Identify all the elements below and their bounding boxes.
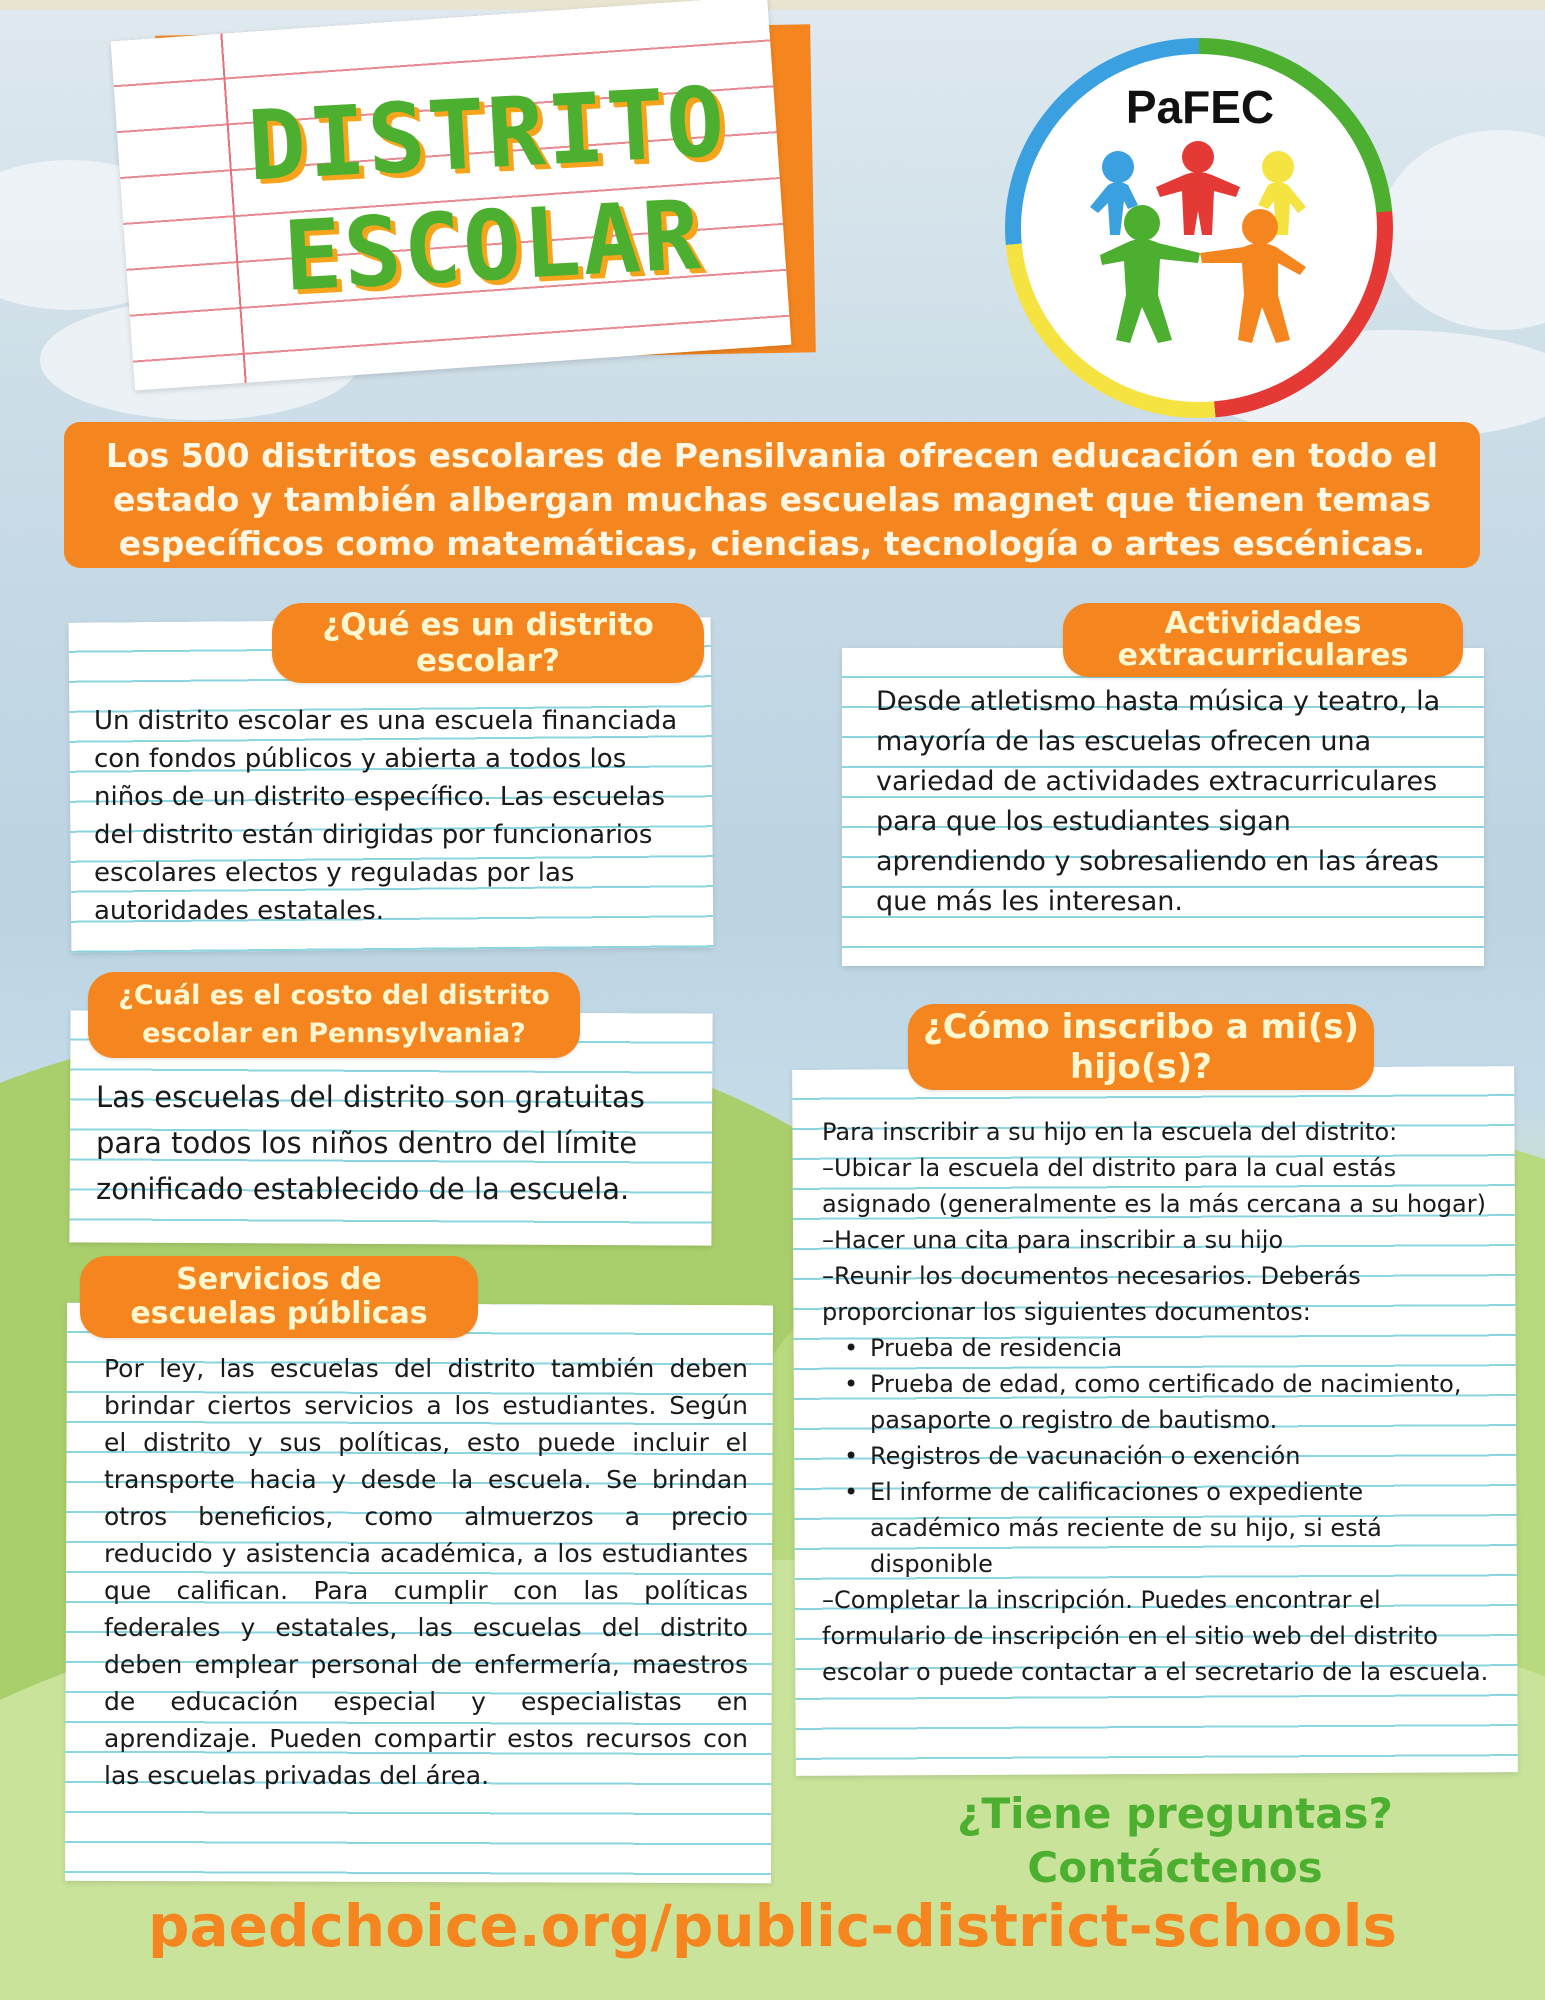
title-line-2: ESCOLAR xyxy=(280,179,705,313)
cost-heading-line-1: ¿Cuál es el costo del distrito xyxy=(118,980,550,1011)
website-link[interactable]: paedchoice.org/public-district-schools xyxy=(148,1892,1397,1960)
enroll-heading-line-2: hijo(s)? xyxy=(1070,1047,1212,1087)
services-heading xyxy=(80,1256,478,1338)
enroll-step-3: –Reunir los documentos necesarios. Deberás proporcionar los siguientes documentos: xyxy=(822,1262,1361,1326)
enroll-step-4: –Completar la inscripción. Puedes encontrar el formulario de inscripción en el sitio web del distrito escolar o puede contactar a el secretario de la escuela. xyxy=(822,1586,1489,1686)
documents-list xyxy=(822,1330,1498,1582)
contact-cta: Contáctenos xyxy=(1027,1843,1323,1892)
cost-body: Las escuelas del distrito son gratuitas para todos los niños dentro del límite zonificado establecido de la escuela. xyxy=(96,1080,645,1206)
activities-heading-line-2: extracurriculares xyxy=(1117,638,1409,673)
cost-heading-line-2: escolar en Pennsylvania? xyxy=(142,1018,526,1049)
what-is-body: Un distrito escolar es una escuela financiada con fondos públicos y abierta a todos los niños de un distrito específico. Las escuelas del distrito están dirigidas por funcionarios escolares electos y reguladas por las autoridades estatales. xyxy=(94,706,678,926)
services-body: Por ley, las escuelas del distrito también deben brindar ciertos servicios a los estudiantes. Según el distrito y sus políticas, esto puede incluir el transporte hacia y desde la escuela. Se brindan otros beneficios, como almuerzos a precio reducido y asistencia académica, a los estudiantes que califican. Para cumplir con las políticas federales y estatales, las escuelas del distrito deben emplear personal de enfermería, maestros de educación especial y especialistas en aprendizaje. Pueden compartir estos recursos con las escuelas privadas del área. xyxy=(104,1354,748,1790)
activities-body: Desde atletismo hasta música y teatro, la mayoría de las escuelas ofrecen una variedad de actividades extracurriculares para que los estudiantes sigan aprendiendo y sobresaliendo en las áreas que más les interesan. xyxy=(876,686,1441,917)
logo-label: PaFEC xyxy=(1125,81,1275,133)
intro-banner: Los 500 distritos escolares de Pensilvania ofrecen educación en todo el estado y también albergan muchas escuelas magnet que tienen temas específicos como matemáticas, ciencias, tecnología o artes escénicas. xyxy=(64,422,1480,568)
cloud-right xyxy=(1380,130,1545,330)
top-strip xyxy=(0,0,1545,10)
page-title xyxy=(205,63,776,316)
activities-heading xyxy=(1063,603,1463,677)
what-is-heading xyxy=(272,603,704,683)
list-item: • Prueba de residencia xyxy=(822,1330,1498,1366)
what-is-heading-text: ¿Qué es un distrito escolar? xyxy=(322,607,654,679)
enroll-step-2: –Hacer una cita para inscribir a su hijo xyxy=(822,1226,1284,1254)
cost-heading xyxy=(88,972,580,1058)
title-line-1: DISTRITO xyxy=(245,65,729,203)
activities-heading-line-1: Actividades xyxy=(1164,606,1362,641)
enroll-step-1: –Ubicar la escuela del distrito para la cual estás asignado (generalmente es la más cercana a su hogar) xyxy=(822,1154,1486,1218)
people-circle-icon xyxy=(1080,135,1320,345)
enroll-heading-line-1: ¿Cómo inscribo a mi(s) xyxy=(922,1007,1360,1047)
contact-question: ¿Tiene preguntas? xyxy=(957,1789,1393,1838)
list-item: • Prueba de edad, como certificado de nacimiento, pasaporte o registro de bautismo. xyxy=(822,1366,1498,1438)
enroll-body xyxy=(822,1114,1498,1690)
enroll-intro: Para inscribir a su hijo en la escuela del distrito: xyxy=(822,1118,1398,1146)
list-item: • El informe de calificaciones o expediente académico más reciente de su hijo, si está disponible xyxy=(822,1474,1498,1582)
contact-block xyxy=(940,1787,1410,1895)
enroll-heading xyxy=(908,1004,1374,1090)
services-heading-line-2: escuelas públicas xyxy=(130,1296,428,1331)
services-heading-line-1: Servicios de xyxy=(176,1262,382,1297)
list-item: • Registros de vacunación o exención xyxy=(822,1438,1498,1474)
